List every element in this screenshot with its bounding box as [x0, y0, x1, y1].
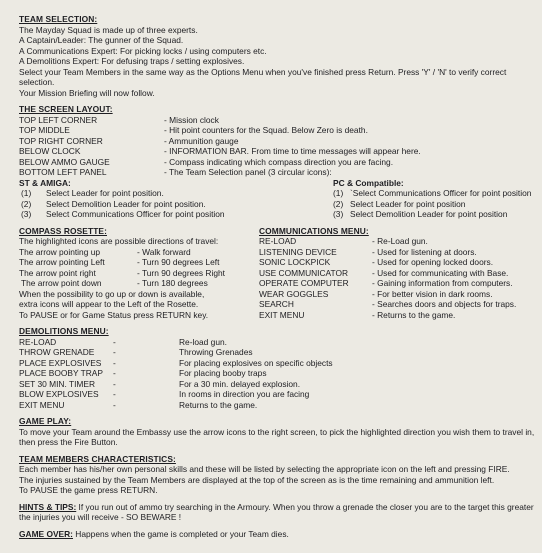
demolitions-row [19, 400, 535, 411]
comms-label: EXIT MENU [259, 309, 305, 320]
game-play-text: To move your Team around the Embassy use the arrow icons to the right screen, to pick the highlighted direction you wish them to travel in, then press the Fire Button. [19, 426, 535, 447]
demolitions-row [19, 368, 535, 379]
item-number: (2) [21, 198, 32, 209]
compass-desc: - Turn 90 degrees Right [137, 267, 225, 278]
layout-desc: - INFORMATION BAR. From time to time messages will appear here. [164, 146, 421, 156]
item-text: Select Demolition Leader for point position [350, 209, 508, 219]
st-amiga-item [19, 188, 259, 199]
comms-row [259, 268, 535, 279]
demolitions-label: THROW GRENADE [19, 347, 95, 357]
comms-desc: - Used for opening locked doors. [372, 257, 494, 267]
screen-layout-heading: THE SCREEN LAYOUT: [19, 104, 113, 114]
compass-heading: COMPASS ROSETTE: [19, 225, 107, 236]
demolitions-row [19, 379, 535, 390]
game-over-section [19, 529, 535, 540]
pc-item [333, 209, 535, 220]
demolitions-label: BLOW EXPLOSIVES [19, 389, 99, 399]
demolitions-dash: - [113, 389, 116, 399]
pc-item [333, 188, 535, 199]
layout-desc: - Compass indicating which compass direction you are facing. [164, 156, 394, 167]
layout-row [19, 167, 535, 178]
layout-label: TOP LEFT CORNER [19, 114, 98, 125]
layout-desc: - Mission clock [164, 114, 219, 125]
st-amiga-item [19, 209, 259, 220]
hints-text: If you run out of ammo try searching in the Armoury. When you throw a grenade the closer you are to the target this greater the injuries you will receive - SO BEWARE ! [19, 501, 534, 522]
item-number: (3) [333, 209, 344, 219]
team-chars-section [19, 454, 535, 496]
compass-label: The arrow pointing Left [19, 257, 105, 267]
layout-label: BELOW CLOCK [19, 146, 81, 156]
comms-row [259, 257, 535, 268]
compass-desc: - Turn 90 degrees Left [137, 257, 220, 267]
platform-columns [19, 178, 535, 220]
demolitions-dash: - [113, 368, 116, 378]
item-number: (3) [21, 209, 32, 219]
compass-note: When the possibility to go up or down is available, [19, 288, 205, 299]
demolitions-desc: Returns to the game. [179, 399, 258, 410]
demolitions-label: SET 30 MIN. TIMER [19, 378, 96, 389]
demolitions-label: RE-LOAD [19, 336, 57, 347]
demolitions-row [19, 337, 535, 348]
game-play-section [19, 416, 535, 448]
comms-label: SONIC LOCKPICK [259, 257, 331, 267]
demolitions-heading: DEMOLITIONS MENU: [19, 326, 109, 336]
demolitions-label: EXIT MENU [19, 399, 65, 410]
layout-row [19, 146, 535, 157]
layout-label: TOP MIDDLE [19, 125, 70, 135]
item-number: (1) [333, 188, 344, 198]
comms-label: WEAR GOGGLES [259, 288, 329, 299]
manual-page [19, 14, 535, 545]
item-number: (2) [333, 198, 344, 209]
layout-row [19, 115, 535, 126]
layout-label: BOTTOM LEFT PANEL [19, 167, 107, 177]
comms-row [259, 299, 535, 310]
compass-row [19, 268, 259, 279]
team-selection-line: Select your Team Members in the same way as the Options Menu when you've finished press Return. Press 'Y' / 'N' to verify correct selection. [19, 66, 507, 87]
compass-note: extra icons will appear to the Left of the Rosette. [19, 299, 199, 309]
comms-label: RE-LOAD [259, 236, 297, 246]
demolitions-dash: - [113, 347, 116, 357]
comms-row [259, 236, 535, 247]
comms-section [259, 226, 535, 321]
demolitions-dash: - [113, 336, 116, 347]
comms-label: OPERATE COMPUTER [259, 278, 349, 288]
comms-heading: COMMUNICATIONS MENU: [259, 225, 369, 236]
hints-heading: HINTS & TIPS: [19, 501, 77, 512]
comms-label: USE COMMUNICATOR [259, 267, 349, 278]
pc-heading: PC & Compatible: [333, 177, 404, 188]
compass-desc: - Turn 180 degrees [137, 278, 208, 288]
compass-label: The arrow pointing up [19, 246, 101, 257]
comms-desc: - Returns to the game. [372, 309, 456, 320]
demolitions-desc: For placing explosives on specific objects [179, 357, 333, 368]
layout-label: BELOW AMMO GAUGE [19, 156, 110, 167]
layout-label: TOP RIGHT CORNER [19, 135, 103, 146]
compass-row [19, 247, 259, 258]
comms-desc: - Used for communicating with Base. [372, 267, 509, 278]
item-text: Select Leader for point position. [46, 188, 164, 198]
compass-row [19, 257, 259, 268]
layout-desc: - Hit point counters for the Squad. Below Zero is death. [164, 125, 368, 135]
team-selection-line: A Communications Expert: For picking locks / using computers etc. [19, 45, 267, 56]
team-selection-line: A Demolitions Expert: For defusing traps / setting explosives. [19, 56, 245, 66]
team-selection-section [19, 14, 535, 98]
game-over-heading: GAME OVER: [19, 528, 73, 539]
team-selection-line: Your Mission Briefing will now follow. [19, 87, 155, 98]
team-selection-line: The Mayday Squad is made up of three experts. [19, 24, 198, 35]
item-text: `Select Communications Officer for point position [350, 188, 532, 198]
team-chars-line: Each member has his/her own personal skills and these will be listed by selecting the appropriate icon on the left and pressing FIRE. [19, 464, 510, 474]
st-amiga-item [19, 199, 259, 210]
comms-row [259, 310, 535, 321]
team-selection-line: A Captain/Leader: The gunner of the Squad. [19, 35, 184, 45]
team-chars-line: The injuries sustained by the Team Members are displayed at the top of the screen as is the time remaining and ammunition left. [19, 474, 495, 485]
demolitions-desc: In rooms in direction you are facing [179, 389, 310, 399]
demolitions-dash: - [113, 378, 116, 389]
comms-desc: - Used for listening at doors. [372, 246, 477, 257]
compass-section [19, 226, 259, 321]
item-text: Select Demolition Leader for point position. [46, 198, 206, 209]
demolitions-desc: For placing booby traps [179, 368, 267, 378]
demolitions-label: PLACE EXPLOSIVES [19, 357, 102, 368]
demolitions-label: PLACE BOOBY TRAP [19, 368, 103, 378]
compass-desc: - Walk forward [137, 246, 191, 257]
pc-item [333, 199, 535, 210]
comms-row [259, 247, 535, 258]
comms-desc: - Re-Load gun. [372, 236, 428, 246]
demolitions-row [19, 358, 535, 369]
demolitions-row [19, 347, 535, 358]
comms-row [259, 289, 535, 300]
demolitions-desc: Throwing Grenades [179, 347, 253, 357]
layout-desc: - Ammunition gauge [164, 135, 239, 146]
pc-column [259, 178, 535, 220]
demolitions-dash: - [113, 357, 116, 368]
demolitions-desc: For a 30 min. delayed explosion. [179, 378, 301, 389]
compass-intro: The highlighted icons are possible directions of travel: [19, 236, 219, 246]
compass-note: To PAUSE or for Game Status press RETURN key. [19, 309, 209, 320]
layout-row [19, 136, 535, 147]
team-chars-heading: TEAM MEMBERS CHARACTERISTICS: [19, 453, 176, 464]
demolitions-section [19, 326, 535, 410]
layout-desc: - The Team Selection panel (3 circular icons): [164, 167, 332, 177]
comms-desc: - Searches doors and objects for traps. [372, 299, 517, 309]
layout-row [19, 125, 535, 136]
comms-desc: - Gaining information from computers. [372, 278, 513, 288]
item-text: Select Leader for point position [350, 198, 466, 209]
team-selection-heading: TEAM SELECTION: [19, 14, 98, 24]
screen-layout-section [19, 104, 535, 220]
demolitions-desc: Re-load gun. [179, 336, 227, 347]
compass-label: The arrow point right [19, 267, 96, 278]
compass-comms-section [19, 226, 535, 321]
demolitions-dash: - [113, 399, 116, 410]
compass-row [19, 278, 259, 289]
compass-label: The arrow point down [21, 278, 102, 288]
item-number: (1) [21, 188, 32, 198]
game-play-heading: GAME PLAY: [19, 416, 72, 426]
comms-desc: - For better vision in dark rooms. [372, 288, 493, 299]
game-over-text: Happens when the game is completed or your Team dies. [72, 528, 289, 539]
comms-row [259, 278, 535, 289]
comms-label: SEARCH [259, 299, 294, 309]
layout-row [19, 157, 535, 168]
hints-section [19, 502, 535, 523]
demolitions-row [19, 389, 535, 400]
item-text: Select Communications Officer for point position [46, 209, 225, 219]
st-amiga-column [19, 178, 259, 220]
comms-label: LISTENING DEVICE [259, 246, 337, 257]
team-chars-line: To PAUSE the game press RETURN. [19, 485, 158, 495]
st-amiga-heading: ST & AMIGA: [19, 177, 71, 188]
